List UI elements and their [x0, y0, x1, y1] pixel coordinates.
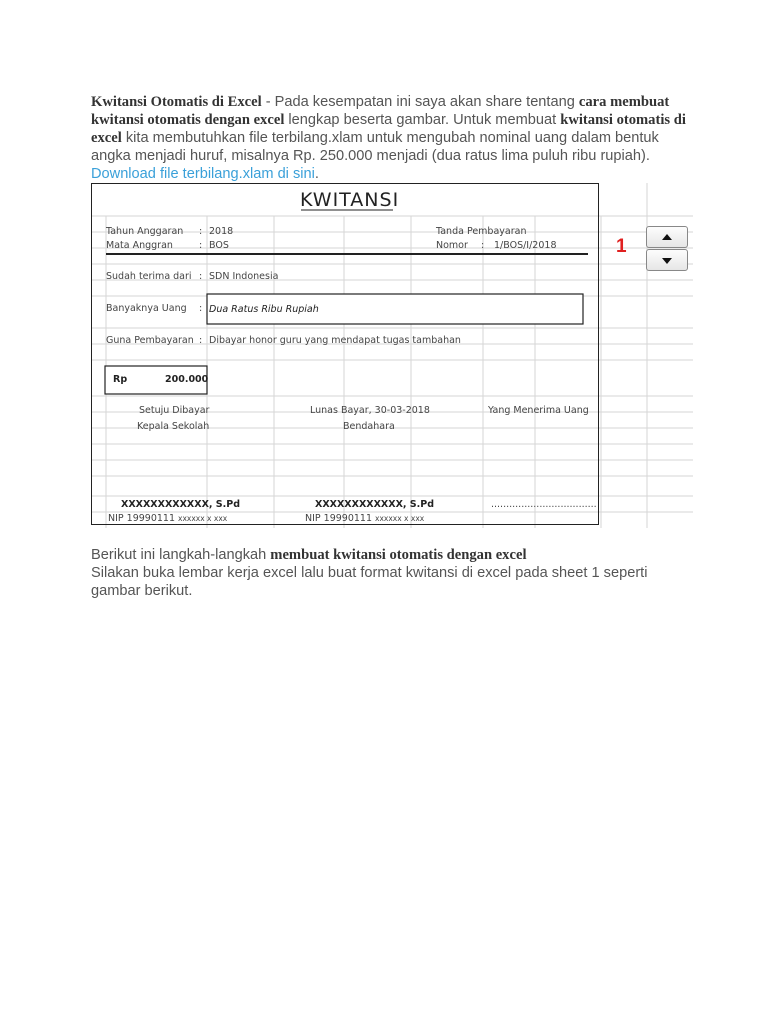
colon: :: [199, 303, 203, 314]
spin-down-button[interactable]: [646, 249, 688, 271]
nomor-value: 1/BOS/I/2018: [494, 240, 557, 251]
tanda-pembayaran-label: Tanda Pembayaran: [436, 226, 527, 237]
intro-text-1: - Pada kesempatan ini saya akan share tentang: [261, 94, 579, 110]
nip-2-suffix: xxxxxx x xxx: [375, 514, 425, 523]
arrow-up-icon: [662, 234, 672, 240]
intro-text-3: kita membutuhkan file terbilang.xlam untuk mengubah nominal uang dalam bentuk angka menjadi huruf, misalnya Rp. 250.000 menjadi (dua ratus lima puluh ribu rupiah).: [91, 130, 659, 164]
sudah-terima-value: SDN Indonesia: [209, 271, 279, 282]
signer-name-1: XXXXXXXXXXXX, S.Pd: [121, 499, 241, 510]
signer-name-2: XXXXXXXXXXXX, S.Pd: [315, 499, 435, 510]
nip-2: [305, 513, 424, 524]
rp-label: Rp: [113, 374, 128, 385]
colon: :: [481, 240, 485, 251]
nip-1-suffix: xxxxxx x xxx: [178, 514, 228, 523]
colon: :: [199, 335, 203, 346]
intro-paragraph: [91, 93, 691, 183]
rp-amount: 200.000: [165, 374, 209, 385]
nip-1-number: NIP 19990111: [108, 513, 176, 524]
colon: :: [199, 226, 203, 237]
intro-bold-title: Kwitansi Otomatis di Excel: [91, 94, 262, 110]
intro-text-2: lengkap beserta gambar. Untuk membuat: [284, 112, 561, 128]
yang-menerima-uang: Yang Menerima Uang: [488, 405, 589, 416]
arrow-down-icon: [662, 258, 672, 264]
banyaknya-uang-label: Banyaknya Uang: [106, 303, 187, 314]
steps-paragraph: [91, 546, 691, 600]
intro-bold-2: cara membuat kwitansi otomatis dengan excel: [91, 94, 670, 128]
mata-anggaran-label: Mata Anggran: [106, 240, 173, 251]
kepala-sekolah: Kepala Sekolah: [137, 421, 210, 432]
bendahara: Bendahara: [343, 421, 395, 432]
tahun-anggaran-label: Tahun Anggaran: [106, 226, 184, 237]
nomor-label: Nomor: [436, 240, 468, 251]
nip-1: [108, 513, 227, 524]
spin-up-button[interactable]: [646, 226, 688, 248]
steps-text-2: Silakan buka lembar kerja excel lalu buat format kwitansi di excel pada sheet 1 seperti gambar berikut.: [91, 565, 648, 599]
lunas-bayar: Lunas Bayar, 30-03-2018: [310, 405, 430, 416]
spinner-number: 1: [616, 236, 627, 257]
guna-pembayaran-label: Guna Pembayaran: [106, 335, 194, 346]
signature-dots: ...................................: [491, 499, 597, 510]
mata-anggaran-value: BOS: [209, 240, 229, 251]
colon: :: [199, 271, 203, 282]
spreadsheet-image: [91, 183, 693, 528]
setuju-dibayar: Setuju Dibayar: [139, 405, 210, 416]
banyaknya-uang-value: Dua Ratus Ribu Rupiah: [209, 304, 319, 315]
receipt-title: KWITANSI: [300, 189, 400, 211]
intro-text-4: .: [314, 166, 319, 182]
download-link[interactable]: Download file terbilang.xlam di sini: [91, 166, 315, 182]
colon: :: [199, 240, 203, 251]
nip-2-number: NIP 19990111: [305, 513, 373, 524]
steps-text-1: Berikut ini langkah-langkah: [91, 547, 271, 563]
sudah-terima-label: Sudah terima dari: [106, 271, 192, 282]
guna-pembayaran-value: Dibayar honor guru yang mendapat tugas tambahan: [209, 335, 461, 346]
steps-bold: membuat kwitansi otomatis dengan excel: [270, 547, 527, 563]
tahun-anggaran-value: 2018: [209, 226, 234, 237]
intro-bold-3: kwitansi otomatis di excel: [91, 112, 686, 146]
